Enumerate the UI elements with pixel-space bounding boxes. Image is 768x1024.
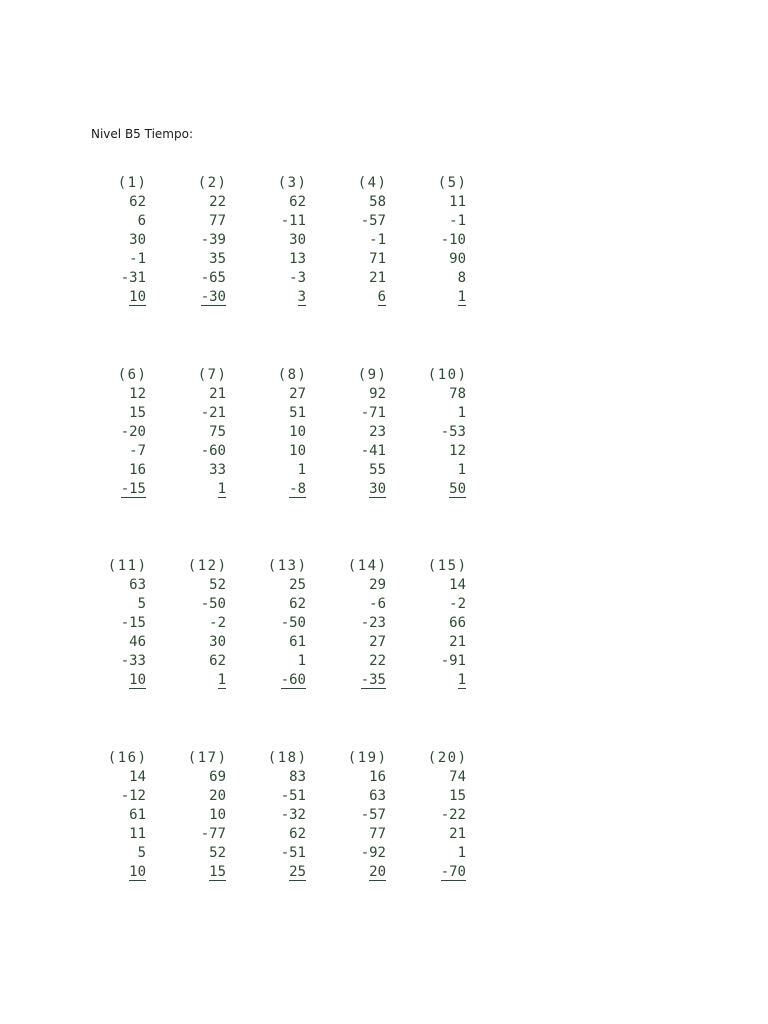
addend: 21 xyxy=(369,270,386,286)
addend: 8 xyxy=(457,270,466,286)
addend: 23 xyxy=(369,424,386,440)
addend: 22 xyxy=(369,653,386,669)
addend: -1 xyxy=(369,232,386,248)
addend: 16 xyxy=(129,462,146,478)
problem-6 xyxy=(76,366,146,499)
addend: 30 xyxy=(289,232,306,248)
addend: 10 xyxy=(209,807,226,823)
last-addend: -30 xyxy=(200,289,226,305)
problem-2 xyxy=(156,174,226,307)
addend: 62 xyxy=(129,194,146,210)
addend: 55 xyxy=(369,462,386,478)
addend: 12 xyxy=(449,443,466,459)
addend: 61 xyxy=(129,807,146,823)
problem-number: (12) xyxy=(187,558,228,574)
last-addend: 1 xyxy=(217,481,226,497)
problem-20 xyxy=(396,749,466,882)
addend: 11 xyxy=(129,826,146,842)
addend: 52 xyxy=(209,845,226,861)
problem-1 xyxy=(76,174,146,307)
addend: 90 xyxy=(449,251,466,267)
addend: 63 xyxy=(369,788,386,804)
problem-number: (3) xyxy=(277,175,308,191)
addend: -1 xyxy=(129,251,146,267)
addend: -92 xyxy=(360,845,386,861)
last-addend: 1 xyxy=(457,289,466,305)
problem-18 xyxy=(236,749,306,882)
addend: -57 xyxy=(360,807,386,823)
addend: 62 xyxy=(289,826,306,842)
addend: 62 xyxy=(289,194,306,210)
last-addend: -15 xyxy=(120,481,146,497)
addend: -39 xyxy=(200,232,226,248)
addend: 30 xyxy=(209,634,226,650)
addend: -65 xyxy=(200,270,226,286)
addend: 15 xyxy=(449,788,466,804)
problem-12 xyxy=(156,557,226,690)
addend: 51 xyxy=(289,405,306,421)
addend: 58 xyxy=(369,194,386,210)
addend: -15 xyxy=(120,615,146,631)
addend: 1 xyxy=(297,653,306,669)
addend: -3 xyxy=(289,270,306,286)
addend: 75 xyxy=(209,424,226,440)
addend: 20 xyxy=(209,788,226,804)
addend: 29 xyxy=(369,577,386,593)
last-addend: 30 xyxy=(369,481,386,497)
addend: -77 xyxy=(200,826,226,842)
addend: 5 xyxy=(137,596,146,612)
addend: -23 xyxy=(360,615,386,631)
problem-10 xyxy=(396,366,466,499)
last-addend: 1 xyxy=(217,672,226,688)
addend: 71 xyxy=(369,251,386,267)
problem-15 xyxy=(396,557,466,690)
addend: 62 xyxy=(209,653,226,669)
addend: 15 xyxy=(129,405,146,421)
addend: 1 xyxy=(457,462,466,478)
addend: 27 xyxy=(289,386,306,402)
problem-13 xyxy=(236,557,306,690)
addend: 33 xyxy=(209,462,226,478)
addend: -57 xyxy=(360,213,386,229)
problem-number: (8) xyxy=(277,367,308,383)
addend: 83 xyxy=(289,769,306,785)
addend: 92 xyxy=(369,386,386,402)
last-addend: 6 xyxy=(377,289,386,305)
addend: 22 xyxy=(209,194,226,210)
addend: -22 xyxy=(440,807,466,823)
addend: -51 xyxy=(280,845,306,861)
addend: 30 xyxy=(129,232,146,248)
addend: -91 xyxy=(440,653,466,669)
addend: -2 xyxy=(449,596,466,612)
addend: 6 xyxy=(137,213,146,229)
addend: -12 xyxy=(120,788,146,804)
problem-16 xyxy=(76,749,146,882)
last-addend: 10 xyxy=(129,289,146,305)
problem-number: (16) xyxy=(107,750,148,766)
last-addend: 15 xyxy=(209,864,226,880)
last-addend: -35 xyxy=(360,672,386,688)
addend: 77 xyxy=(369,826,386,842)
addend: -1 xyxy=(449,213,466,229)
problem-number: (10) xyxy=(427,367,468,383)
addend: 11 xyxy=(449,194,466,210)
problem-number: (1) xyxy=(117,175,148,191)
problem-number: (14) xyxy=(347,558,388,574)
addend: 5 xyxy=(137,845,146,861)
addend: -50 xyxy=(200,596,226,612)
problem-9 xyxy=(316,366,386,499)
addend: 77 xyxy=(209,213,226,229)
problem-number: (17) xyxy=(187,750,228,766)
addend: 1 xyxy=(457,845,466,861)
addend: -31 xyxy=(120,270,146,286)
problem-number: (19) xyxy=(347,750,388,766)
last-addend: -70 xyxy=(440,864,466,880)
addend: -11 xyxy=(280,213,306,229)
problem-number: (5) xyxy=(437,175,468,191)
addend: 14 xyxy=(449,577,466,593)
addend: 78 xyxy=(449,386,466,402)
addend: -20 xyxy=(120,424,146,440)
addend: 21 xyxy=(209,386,226,402)
addend: 25 xyxy=(289,577,306,593)
addend: 21 xyxy=(449,826,466,842)
addend: -7 xyxy=(129,443,146,459)
addend: -41 xyxy=(360,443,386,459)
last-addend: 50 xyxy=(449,481,466,497)
addend: -33 xyxy=(120,653,146,669)
problem-17 xyxy=(156,749,226,882)
addend: 61 xyxy=(289,634,306,650)
addend: -10 xyxy=(440,232,466,248)
addend: 13 xyxy=(289,251,306,267)
addend: 66 xyxy=(449,615,466,631)
addend: 27 xyxy=(369,634,386,650)
problem-number: (7) xyxy=(197,367,228,383)
last-addend: 3 xyxy=(297,289,306,305)
addend: -21 xyxy=(200,405,226,421)
last-addend: 10 xyxy=(129,864,146,880)
addend: 46 xyxy=(129,634,146,650)
addend: 1 xyxy=(297,462,306,478)
addend: 21 xyxy=(449,634,466,650)
last-addend: 20 xyxy=(369,864,386,880)
problem-14 xyxy=(316,557,386,690)
last-addend: 1 xyxy=(457,672,466,688)
worksheet-header: Nivel B5 Tiempo: xyxy=(91,127,193,141)
problem-number: (15) xyxy=(427,558,468,574)
last-addend: -8 xyxy=(289,481,306,497)
addend: 10 xyxy=(289,443,306,459)
addend: -51 xyxy=(280,788,306,804)
problem-number: (4) xyxy=(357,175,388,191)
problem-number: (18) xyxy=(267,750,308,766)
addend: 16 xyxy=(369,769,386,785)
addend: 74 xyxy=(449,769,466,785)
problem-3 xyxy=(236,174,306,307)
addend: -71 xyxy=(360,405,386,421)
problem-number: (2) xyxy=(197,175,228,191)
addend: -32 xyxy=(280,807,306,823)
addend: 14 xyxy=(129,769,146,785)
problem-number: (9) xyxy=(357,367,388,383)
problem-number: (6) xyxy=(117,367,148,383)
problem-19 xyxy=(316,749,386,882)
addend: 52 xyxy=(209,577,226,593)
addend: -53 xyxy=(440,424,466,440)
addend: -60 xyxy=(200,443,226,459)
problem-number: (20) xyxy=(427,750,468,766)
addend: -2 xyxy=(209,615,226,631)
addend: -6 xyxy=(369,596,386,612)
problem-4 xyxy=(316,174,386,307)
addend: 69 xyxy=(209,769,226,785)
last-addend: -60 xyxy=(280,672,306,688)
problem-number: (11) xyxy=(107,558,148,574)
addend: 10 xyxy=(289,424,306,440)
problem-8 xyxy=(236,366,306,499)
problem-number: (13) xyxy=(267,558,308,574)
addend: 62 xyxy=(289,596,306,612)
addend: 63 xyxy=(129,577,146,593)
addend: -50 xyxy=(280,615,306,631)
addend: 35 xyxy=(209,251,226,267)
problem-5 xyxy=(396,174,466,307)
problem-11 xyxy=(76,557,146,690)
last-addend: 25 xyxy=(289,864,306,880)
problem-7 xyxy=(156,366,226,499)
last-addend: 10 xyxy=(129,672,146,688)
addend: 12 xyxy=(129,386,146,402)
addend: 1 xyxy=(457,405,466,421)
